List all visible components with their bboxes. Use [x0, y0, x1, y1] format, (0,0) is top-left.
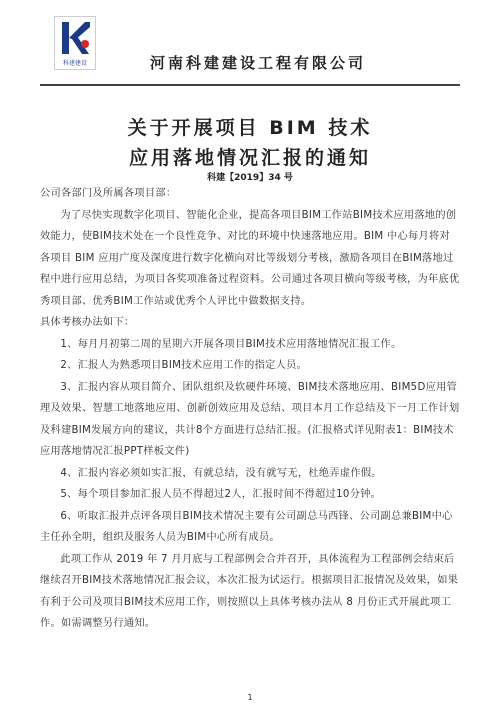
header-rule	[40, 84, 460, 86]
list-item: 3、汇报内容从项目简介、团队组织及软硬件环境、BIM技术落地应用、BIM5D应用管理及效果、智慧工地落地应用、创新创效应用及总结、项目本月工作总结及下一月工作计划及科建BIM发展方向的建议，共计8个方面进行总结汇报。(汇报格式详见附表1：BIM技术应用落地情况汇报PPT样板文件)	[40, 381, 460, 457]
logo-text: 科建建设	[62, 60, 87, 67]
list-item: 4、汇报内容必须如实汇报，有就总结，没有就写无，杜绝弄虚作假。	[60, 467, 382, 479]
document-title-line1: 关于开展项目 BIM 技术	[127, 117, 373, 139]
document-title-line2: 应用落地情况汇报的通知	[128, 147, 371, 169]
list-item: 6、听取汇报并点评各项目BIM技术情况主要有公司副总马西锋、公司副总兼BIM中心主任孙全明，组织及服务人员为BIM中心所有成员。	[40, 510, 453, 543]
salutation: 公司各部门及所属各项目部：	[40, 188, 177, 199]
page-number: 1	[247, 693, 253, 702]
document-body	[40, 183, 460, 635]
list-item: 2、汇报人为熟悉项目BIM技术应用工作的指定人员。	[60, 360, 308, 371]
closing-paragraph: 此项工作从 2019 年 7 月月底与工程部例会合并召开，具体流程为工程部例会结束后继续召开BIM技术落地情况汇报会议，本次汇报为试运行。根据项目汇报情况及效果，如果有利于公司及项目BIM技术应用工作，则按照以上具体考核办法从 8 月份正式开展此项工作。如需调整另行通知。	[40, 553, 459, 629]
company-name: 河南科建建设工程有限公司	[150, 54, 367, 72]
company-logo	[54, 16, 96, 70]
intro-paragraph: 为了尽快实现数字化项目、智能化企业，提高各项目BIM工作站BIM技术应用落地的创效能力，使BIM技术处在一个良性竞争、对比的环境中快速落地应用。BIM 中心每月将对各项目 BIM 应用广度及深度进行数字化横向对比等级划分考核，激励各项目在BIM落地过程中进行应用总结，为项目各奖项准备过程资料。公司通过各项目横向等级考核，为年底优秀项目部、优秀BIM工作站或优秀个人评比中做数据支持。	[40, 209, 460, 307]
methods-heading: 具体考核办法如下：	[40, 317, 135, 328]
list-item: 5、每个项目参加汇报人员不得超过2人，汇报时间不得超过10分钟。	[60, 489, 382, 500]
document-number: 科建【2019】34 号	[207, 173, 293, 183]
logo-k-icon	[58, 19, 92, 57]
list-item: 1、每月月初第二周的星期六开展各项目BIM技术应用落地情况汇报工作。	[60, 338, 402, 350]
